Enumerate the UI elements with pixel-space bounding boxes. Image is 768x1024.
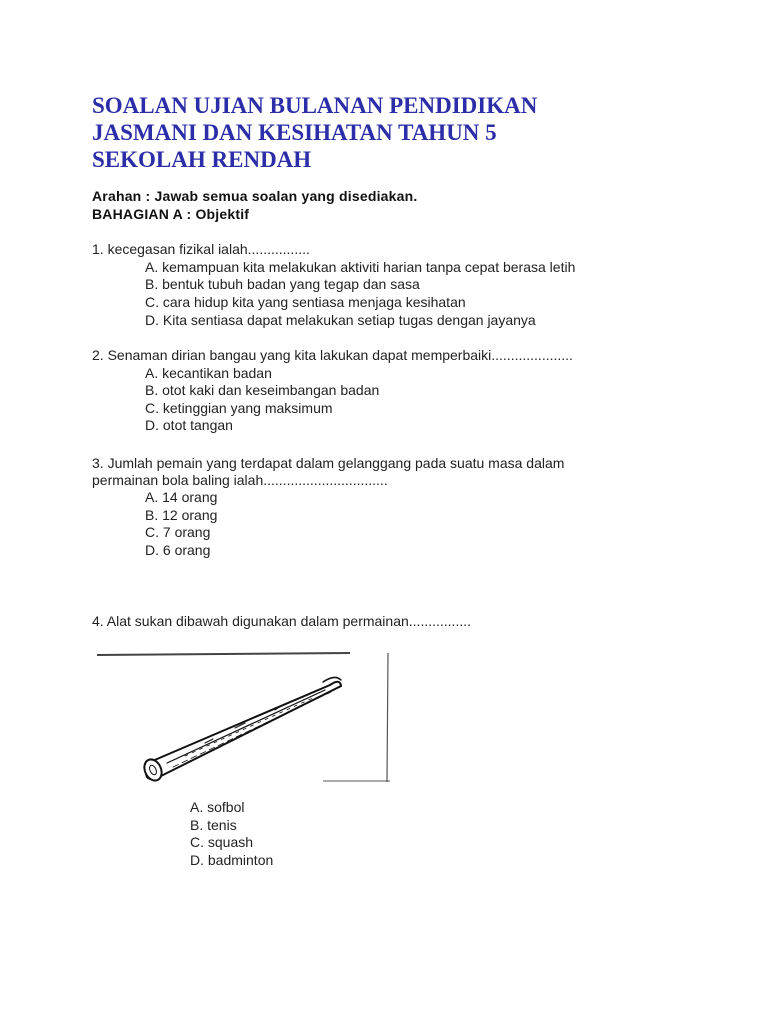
section-heading: BAHAGIAN A : Objektif — [92, 206, 250, 222]
question-1-option-d: D. Kita sentiasa dapat melakukan setiap tugas dengan jayanya — [145, 312, 536, 328]
question-3-option-b: B. 12 orang — [145, 507, 218, 523]
title-line-1: SOALAN UJIAN BULANAN PENDIDIKAN — [92, 93, 538, 118]
question-4-option-b: B. tenis — [190, 817, 237, 833]
question-3-text-line-1: 3. Jumlah pemain yang terdapat dalam gelanggang pada suatu masa dalam — [92, 455, 565, 471]
question-4-text: 4. Alat sukan dibawah digunakan dalam permainan................ — [92, 613, 472, 629]
question-2-option-a: A. kecantikan badan — [145, 365, 272, 381]
question-1-option-c: C. cara hidup kita yang sentiasa menjaga kesihatan — [145, 294, 466, 310]
question-4-option-c: C. squash — [190, 834, 254, 850]
title-line-2: JASMANI DAN KESIHATAN TAHUN 5 — [92, 120, 497, 145]
question-2-option-d: D. otot tangan — [145, 417, 233, 433]
question-3-option-c: C. 7 orang — [145, 524, 211, 540]
question-3-text-line-2: permainan bola baling ialah................................ — [92, 472, 388, 488]
question-4-option-d: D. badminton — [190, 852, 274, 868]
baseball-bat-illustration-icon — [95, 650, 391, 785]
instructions-arahan: Arahan : Jawab semua soalan yang disediakan. — [92, 188, 418, 204]
question-1-text: 1. kecegasan fizikal ialah................ — [92, 241, 310, 257]
question-2-option-b: B. otot kaki dan keseimbangan badan — [145, 382, 380, 398]
question-3-option-d: D. 6 orang — [145, 542, 211, 558]
question-3-option-a: A. 14 orang — [145, 489, 218, 505]
question-1-option-a: A. kemampuan kita melakukan aktiviti harian tanpa cepat berasa letih — [145, 259, 576, 275]
question-4-option-a: A. sofbol — [190, 799, 245, 815]
question-2-option-c: C. ketinggian yang maksimum — [145, 400, 333, 416]
question-2-text: 2. Senaman dirian bangau yang kita lakukan dapat memperbaiki..................... — [92, 347, 573, 363]
question-1-option-b: B. bentuk tubuh badan yang tegap dan sasa — [145, 276, 420, 292]
document-title — [92, 92, 712, 173]
title-line-3: SEKOLAH RENDAH — [92, 147, 312, 172]
